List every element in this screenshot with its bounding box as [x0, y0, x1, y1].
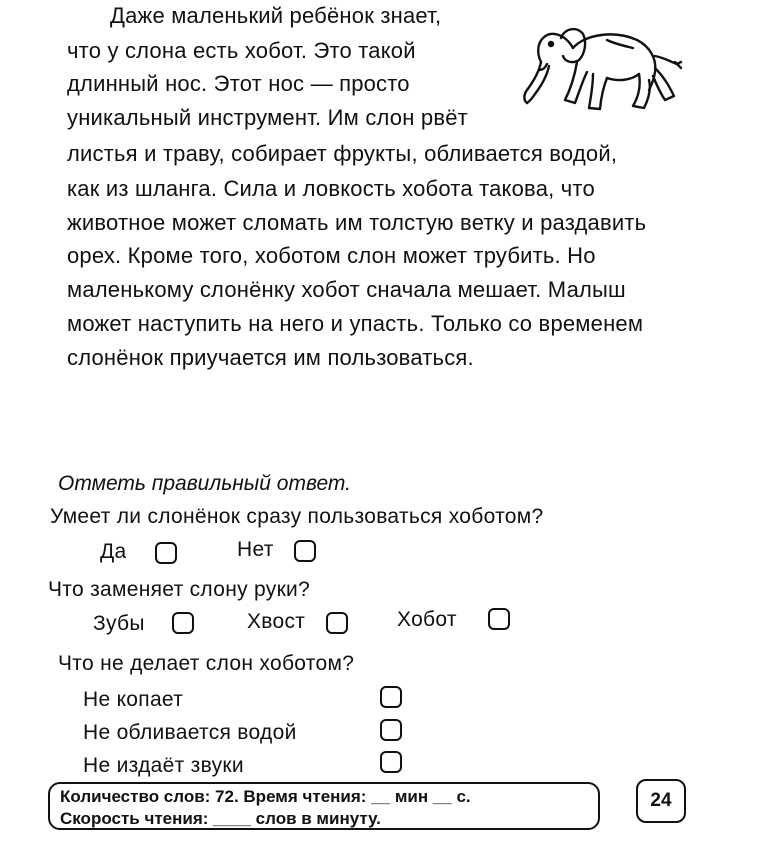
question-3: Что не делает слон хоботом?: [58, 652, 355, 675]
instruction: Отметь правильный ответ.: [58, 472, 351, 495]
option-label: Не издаёт звуки: [83, 754, 244, 777]
answer-checkbox[interactable]: [326, 612, 348, 634]
page-number: 24: [636, 779, 686, 823]
text-line: слонёнок приучается им пользоваться.: [67, 345, 474, 370]
answer-checkbox[interactable]: [380, 751, 402, 773]
reading-stats-box: [48, 782, 600, 830]
answer-checkbox[interactable]: [172, 612, 194, 634]
question-1: Умеет ли слонёнок сразу пользоваться хоботом?: [50, 505, 544, 528]
words-and-time: Количество слов: 72. Время чтения: __ мин __ с.: [60, 787, 471, 806]
text-line: уникальный инструмент. Им слон рвёт: [67, 105, 468, 130]
text-line: листья и траву, собирает фрукты, обливается водой,: [67, 141, 618, 166]
option-label: Да: [100, 540, 127, 563]
answer-checkbox[interactable]: [380, 719, 402, 741]
option-label: Хобот: [397, 608, 457, 631]
option-label: Не обливается водой: [83, 721, 297, 744]
answer-checkbox[interactable]: [155, 542, 177, 564]
text-line: Даже маленький ребёнок знает,: [110, 3, 442, 28]
text-line: что у слона есть хобот. Это такой: [67, 38, 416, 63]
text-line: животное может сломать им толстую ветку и раздавить: [67, 210, 647, 235]
answer-checkbox[interactable]: [380, 686, 402, 708]
text-line: может наступить на него и упасть. Только со временем: [67, 311, 644, 336]
question-2: Что заменяет слону руки?: [48, 578, 311, 601]
answer-checkbox[interactable]: [294, 540, 316, 562]
text-line: длинный нос. Этот нос — просто: [67, 71, 410, 96]
text-line: маленькому слонёнку хобот сначала мешает. Малыш: [67, 277, 626, 302]
text-line: как из шланга. Сила и ловкость хобота такова, что: [67, 176, 595, 201]
option-label: Не копает: [83, 688, 184, 711]
reading-speed: Скорость чтения: ____ слов в минуту.: [60, 809, 381, 828]
option-label: Нет: [237, 538, 274, 561]
answer-checkbox[interactable]: [488, 608, 510, 630]
text-line: орех. Кроме того, хоботом слон может трубить. Но: [67, 243, 596, 268]
option-label: Зубы: [93, 612, 145, 635]
elephant-icon: [515, 8, 685, 120]
option-label: Хвост: [247, 610, 306, 633]
